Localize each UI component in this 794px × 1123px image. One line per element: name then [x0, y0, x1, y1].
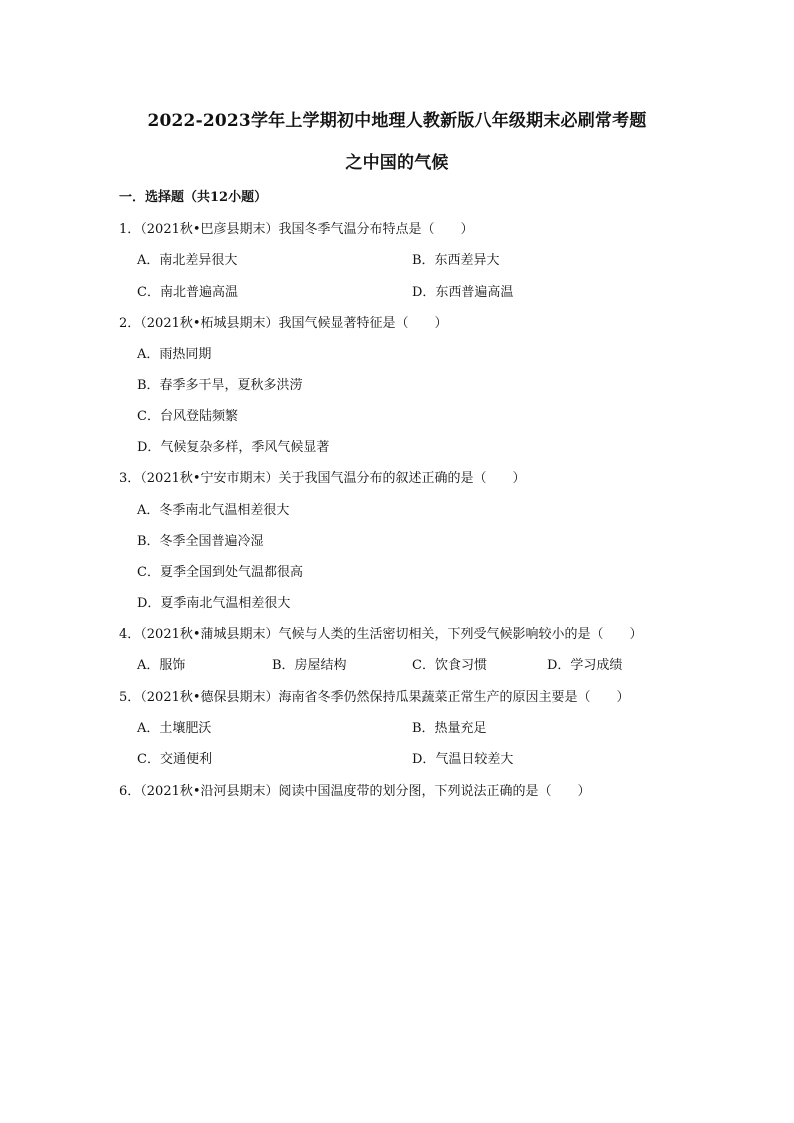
- question-1-option-c: C．南北普遍高温: [137, 285, 238, 300]
- question-4-option-a: A．服饰: [137, 658, 186, 673]
- question-3-stem: 3．（2021秋•宁安市期末）关于我国气温分布的叙述正确的是（ ）: [119, 471, 526, 486]
- question-2-option-c: C．台风登陆频繁: [137, 409, 238, 424]
- question-2-stem: 2．（2021秋•柘城县期末）我国气候显著特征是（ ）: [119, 316, 448, 331]
- question-5-option-d: D．气温日较差大: [412, 752, 514, 767]
- question-5-option-b: B．热量充足: [412, 721, 487, 736]
- question-2-option-a: A．雨热同期: [137, 347, 212, 362]
- question-5-stem: 5．（2021秋•德保县期末）海南省冬季仍然保持瓜果蔬菜正常生产的原因主要是（ ）: [119, 690, 630, 705]
- question-6-stem: 6．（2021秋•沿河县期末）阅读中国温度带的划分图，下列说法正确的是（ ）: [119, 784, 591, 799]
- question-3-option-a: A．冬季南北气温相差很大: [137, 503, 290, 518]
- question-3-option-b: B．冬季全国普遍冷湿: [137, 534, 264, 549]
- document-title-line1: 2022-2023学年上学期初中地理人教新版八年级期末必刷常考题: [147, 111, 647, 131]
- question-1-option-b: B．东西差异大: [412, 253, 500, 268]
- question-2-option-d: D．气候复杂多样，季风气候显著: [137, 440, 330, 455]
- question-1-option-d: D．东西普遍高温: [412, 285, 514, 300]
- question-3-option-c: C．夏季全国到处气温都很高: [137, 565, 303, 580]
- section-heading: 一．选择题（共12小题）: [119, 190, 268, 205]
- question-1-option-a: A．南北差异很大: [137, 253, 238, 268]
- question-4-stem: 4．（2021秋•蒲城县期末）气候与人类的生活密切相关，下列受气候影响较小的是（ ）: [119, 627, 643, 642]
- question-4-option-c: C．饮食习惯: [412, 658, 487, 673]
- question-4-option-d: D．学习成绩: [547, 658, 623, 673]
- question-4-option-b: B．房屋结构: [272, 658, 347, 673]
- question-5-option-c: C．交通便利: [137, 752, 212, 767]
- question-3-option-d: D．夏季南北气温相差很大: [137, 596, 291, 611]
- question-2-option-b: B．春季多干旱，夏秋多洪涝: [137, 378, 303, 393]
- question-1-stem: 1．（2021秋•巴彦县期末）我国冬季气温分布特点是（ ）: [119, 222, 474, 237]
- question-5-option-a: A．土壤肥沃: [137, 721, 212, 736]
- document-title-line2: 之中国的气候: [345, 153, 449, 173]
